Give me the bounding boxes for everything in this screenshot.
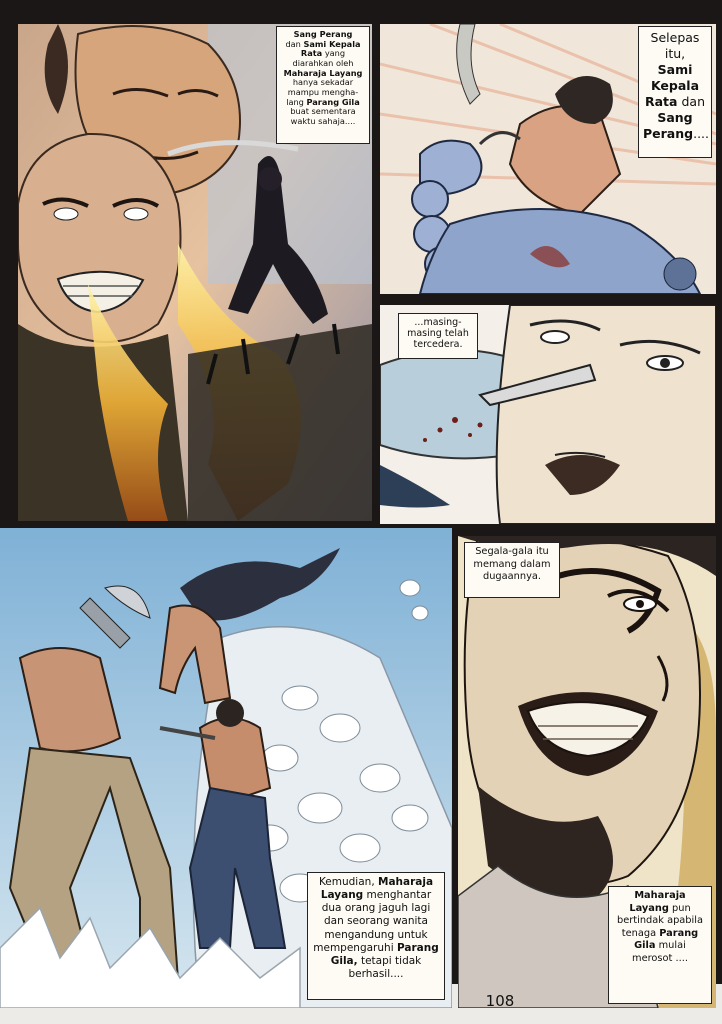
- caption-name-maharaja-layang: Maharaja Layang: [320, 876, 434, 902]
- panel-4: [0, 528, 452, 1008]
- caption-text: hanya sekadar mampu mengha-lang: [286, 77, 359, 107]
- caption-text: yang diarahkan oleh: [292, 48, 354, 69]
- caption-text: ....: [693, 126, 709, 141]
- caption-name-parang-gila: Parang Gila: [306, 96, 360, 107]
- caption-panel-5-top: [464, 542, 560, 598]
- caption-name-maharaja-layang: Maharaja Layang: [283, 67, 363, 78]
- caption-name-maharaja-layang: Maharaja Layang: [629, 890, 686, 914]
- caption-text: buat sementara waktu sahaja....: [290, 106, 356, 127]
- caption-text: tetapi tidak berhasil....: [348, 954, 422, 980]
- caption-text: menghantar dua orang jaguh lagi dan seorang wanita mengandung untuk mempengaruhi: [313, 889, 432, 954]
- page-number: 108: [485, 992, 515, 1010]
- caption-panel-2: [638, 26, 712, 158]
- caption-text: Kemudian,: [318, 876, 375, 888]
- caption-name-sang-perang: Sang Perang: [293, 29, 353, 39]
- caption-text: dan: [285, 38, 301, 49]
- caption-text: Segala-gala itu memang dalam dugaannya.: [473, 546, 551, 583]
- panel-5: [458, 536, 716, 1008]
- panel-1: [18, 24, 372, 521]
- panel-3: [380, 305, 716, 524]
- caption-name-parang-gila: Parang Gila,: [330, 941, 439, 967]
- caption-text: dan: [681, 94, 705, 109]
- caption-text: mulai merosot ....: [632, 940, 688, 964]
- caption-panel-3: [398, 313, 478, 359]
- caption-name-parang-gila: Parang Gila: [634, 927, 699, 952]
- caption-panel-1: [276, 26, 370, 144]
- caption-name-sami-kepala-rata: Sami Kepala Rata: [300, 38, 361, 59]
- caption-text: Selepas itu,: [650, 30, 700, 61]
- caption-text: ...masing-masing telah tercedera.: [407, 317, 469, 351]
- caption-panel-5-bottom: [608, 886, 712, 1004]
- caption-name-sang-perang: Sang Perang: [643, 110, 694, 141]
- caption-panel-4: [307, 872, 445, 1000]
- caption-text: pun bertindak apabila tenaga: [617, 902, 703, 939]
- panel-2: [380, 24, 716, 294]
- caption-name-sami-kepala-rata: Sami Kepala Rata: [645, 62, 700, 109]
